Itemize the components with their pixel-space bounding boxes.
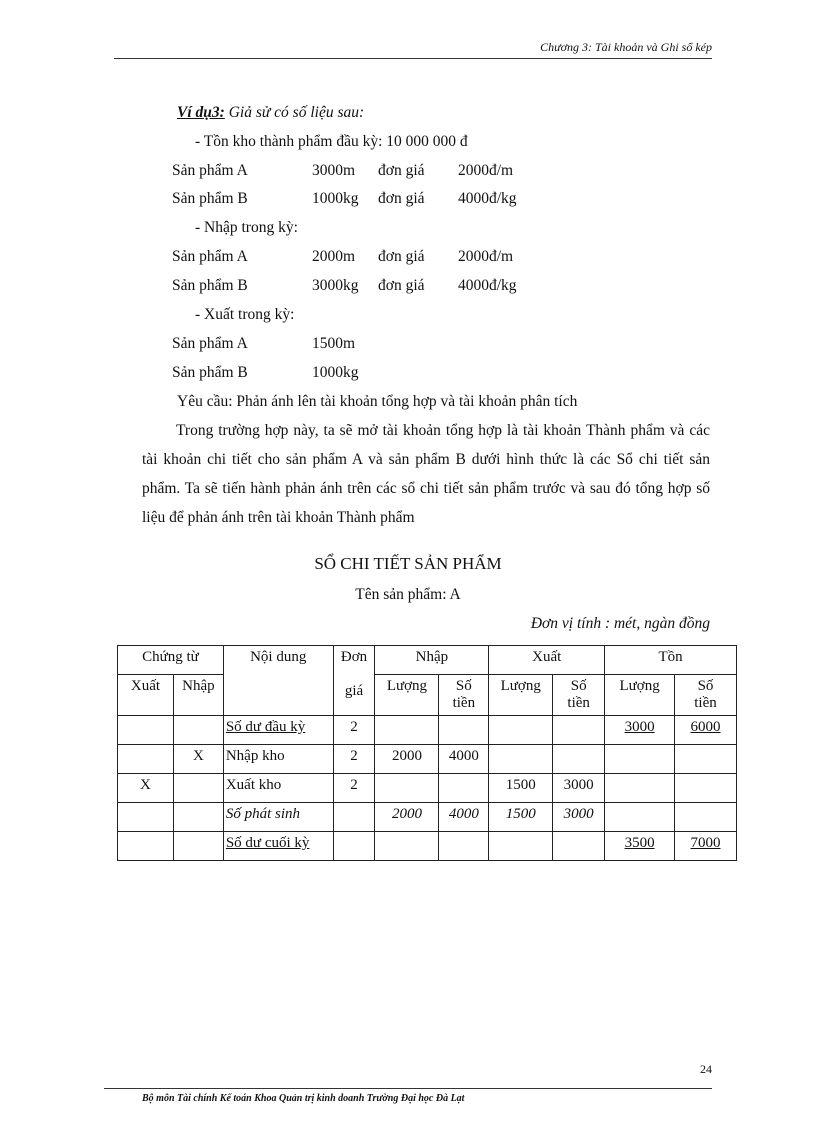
example-heading (177, 98, 364, 127)
chapter-title: Chương 3: Tài khoản và Ghi sổ kép (540, 40, 712, 54)
example-label: Ví dụ3: (177, 104, 225, 121)
header-row-2 (118, 675, 737, 716)
header-voucher: Chứng từ (118, 646, 224, 675)
header-voucher-out: Xuất (118, 675, 174, 716)
export-label: - Xuất trong kỳ: (195, 306, 295, 323)
footer-divider (104, 1088, 712, 1089)
ledger-title: SỔ CHI TIẾT SẢN PHẨM (314, 554, 502, 573)
header-row-1 (118, 646, 737, 675)
header-export-amount: Số tiền (553, 675, 605, 716)
page-number: 24 (700, 1062, 712, 1076)
header-balance: Tồn (605, 646, 737, 675)
header-export: Xuất (489, 646, 605, 675)
header-divider (114, 58, 712, 59)
table-row: X Xuất kho 2 1500 3000 (118, 774, 737, 803)
table-row: Số dư đầu kỳ 2 3000 6000 (118, 716, 737, 745)
paragraph-text: Trong trường hợp này, ta sẽ mở tài khoản tổng hợp là tài khoản Thành phẩm và các tài khoản chi tiết cho sản phẩm A và sản phẩm B dưới hình thức là các Sổ chi tiết sản phẩm. Ta sẽ tiến hành phản ánh trên các sổ chi tiết sản phẩm trước và sau đó tổng hợp số liệu để phản ánh trên tài khoản Thành phẩm (142, 422, 710, 526)
header-import-qty: Lượng (375, 675, 439, 716)
header-price: Đơn giá (333, 646, 375, 716)
table-row: X Nhập kho 2 2000 4000 (118, 745, 737, 774)
header-content: Nội dung (223, 646, 333, 716)
example-intro: Giả sử có số liệu sau: (228, 104, 365, 121)
table-row: Số dư cuối kỳ 3500 7000 (118, 832, 737, 861)
ledger-product-name: Tên sản phẩm: A (355, 586, 461, 603)
header-voucher-in: Nhập (173, 675, 223, 716)
requirement-text: Yêu cầu: Phản ánh lên tài khoản tổng hợp và tài khoản phân tích (177, 393, 578, 410)
import-label: - Nhập trong kỳ: (195, 219, 298, 236)
header-import-amount: Số tiền (439, 675, 489, 716)
opening-label: - Tồn kho thành phẩm đầu kỳ: 10 000 000 đ (195, 133, 468, 150)
explanation-paragraph (142, 416, 710, 532)
ledger-unit-note: Đơn vị tính : mét, ngàn đồng (530, 615, 710, 632)
product-ledger-table (117, 645, 737, 861)
header-export-qty: Lượng (489, 675, 553, 716)
table-row: Số phát sinh 2000 4000 1500 3000 (118, 803, 737, 832)
header-import: Nhập (375, 646, 489, 675)
footer-text: Bộ môn Tài chính Kế toán Khoa Quản trị kinh doanh Trường Đại học Đà Lạt (142, 1093, 465, 1104)
header-balance-qty: Lượng (605, 675, 675, 716)
header-balance-amount: Số tiền (675, 675, 737, 716)
